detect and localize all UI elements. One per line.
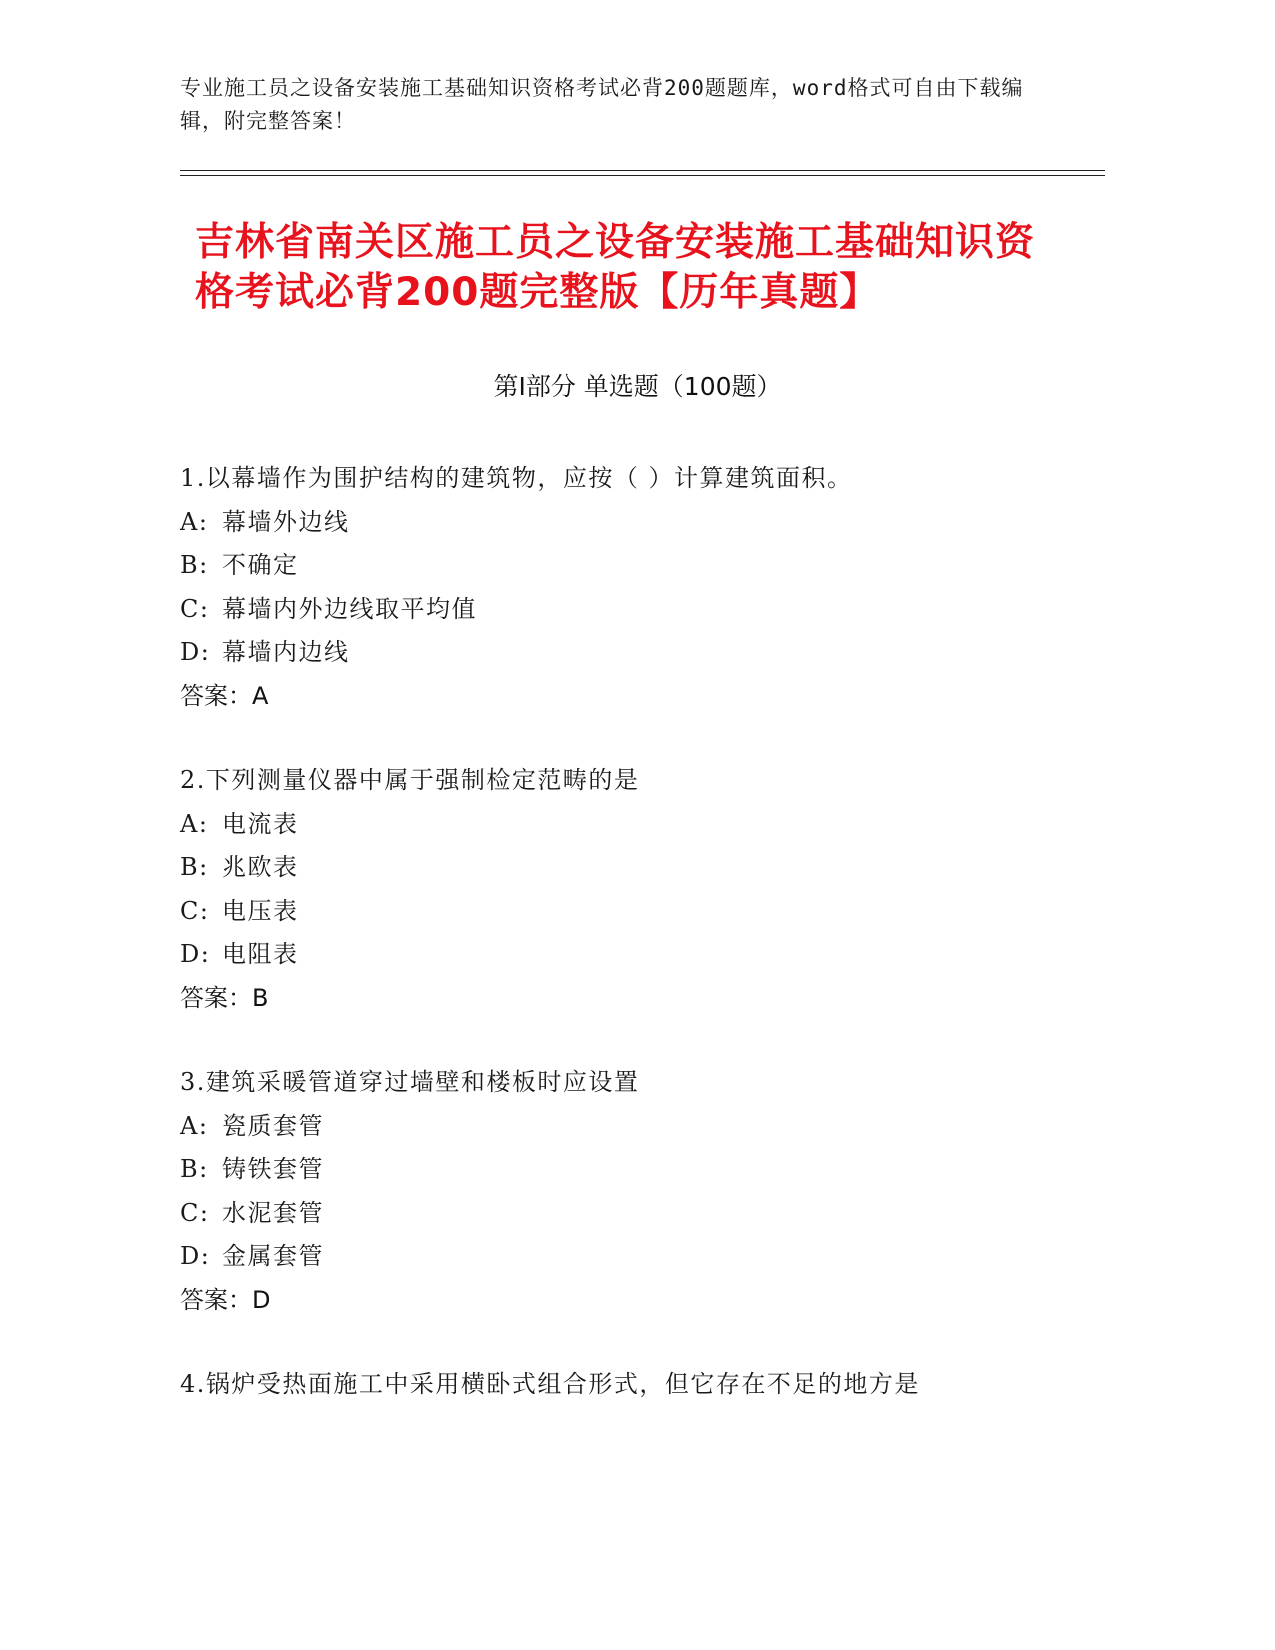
question-option bbox=[180, 544, 1080, 588]
question-number: 2. bbox=[180, 766, 206, 794]
option-text: 电流表 bbox=[222, 809, 299, 838]
option-key: D: bbox=[180, 638, 211, 666]
option-key: C: bbox=[180, 1198, 210, 1227]
header-note: 专业施工员之设备安装施工基础知识资格考试必背200题题库，word格式可自由下载编辑，附完整答案！ bbox=[180, 76, 1024, 133]
question-text: 以幕墙作为围护结构的建筑物，应按（ ）计算建筑面积。 bbox=[205, 464, 853, 492]
option-text: 幕墙内边线 bbox=[222, 638, 350, 666]
section-title: 第Ⅰ部分 单选题（100题） bbox=[493, 372, 782, 401]
question-item bbox=[180, 457, 1080, 718]
option-key: D: bbox=[180, 1242, 211, 1270]
option-key: C: bbox=[180, 896, 210, 925]
question-stem bbox=[180, 457, 1080, 501]
option-text: 电压表 bbox=[222, 896, 299, 925]
answer-value: D bbox=[252, 1285, 271, 1314]
question-stem bbox=[180, 759, 1080, 803]
option-text: 金属套管 bbox=[222, 1242, 324, 1270]
question-stem bbox=[180, 1363, 1080, 1407]
question-option bbox=[180, 933, 1080, 977]
option-text: 电阻表 bbox=[222, 940, 299, 968]
question-text: 下列测量仪器中属于强制检定范畴的是 bbox=[205, 766, 640, 794]
question-number: 4. bbox=[180, 1370, 206, 1398]
option-key: B: bbox=[180, 853, 209, 881]
question-number: 1. bbox=[180, 464, 206, 492]
question-option bbox=[180, 501, 1080, 545]
option-text: 水泥套管 bbox=[222, 1198, 324, 1227]
option-text: 铸铁套管 bbox=[222, 1155, 324, 1183]
answer-label: 答案： bbox=[180, 983, 252, 1012]
question-answer bbox=[180, 675, 1080, 719]
question-option bbox=[180, 803, 1080, 847]
option-text: 兆欧表 bbox=[222, 853, 299, 881]
question-option bbox=[180, 890, 1080, 934]
option-key: D: bbox=[180, 940, 211, 968]
question-text: 建筑采暖管道穿过墙壁和楼板时应设置 bbox=[205, 1068, 640, 1096]
question-item bbox=[180, 1061, 1080, 1322]
question-answer bbox=[180, 977, 1080, 1021]
question-option bbox=[180, 631, 1080, 675]
question-option bbox=[180, 588, 1080, 632]
answer-value: B bbox=[252, 983, 269, 1012]
answer-label: 答案： bbox=[180, 1285, 252, 1314]
question-item bbox=[180, 759, 1080, 1020]
question-stem bbox=[180, 1061, 1080, 1105]
option-key: B: bbox=[180, 551, 209, 579]
option-key: A: bbox=[180, 1111, 209, 1140]
header-divider bbox=[180, 170, 1105, 171]
option-text: 幕墙内外边线取平均值 bbox=[222, 594, 477, 623]
option-key: C: bbox=[180, 594, 210, 623]
question-number: 3. bbox=[180, 1068, 206, 1096]
option-text: 不确定 bbox=[222, 551, 299, 579]
question-list bbox=[180, 457, 1080, 1448]
question-option bbox=[180, 1105, 1080, 1149]
option-key: B: bbox=[180, 1155, 209, 1183]
answer-value: A bbox=[252, 681, 269, 710]
question-item bbox=[180, 1363, 1080, 1407]
header-divider-secondary bbox=[180, 175, 1105, 176]
question-option bbox=[180, 1148, 1080, 1192]
question-option bbox=[180, 1235, 1080, 1279]
option-key: A: bbox=[180, 809, 209, 838]
question-text: 锅炉受热面施工中采用横卧式组合形式，但它存在不足的地方是 bbox=[205, 1370, 920, 1398]
answer-label: 答案： bbox=[180, 681, 252, 710]
option-key: A: bbox=[180, 507, 209, 536]
option-text: 瓷质套管 bbox=[222, 1111, 324, 1140]
option-text: 幕墙外边线 bbox=[222, 507, 350, 536]
question-option bbox=[180, 846, 1080, 890]
document-title: 吉林省南关区施工员之设备安装施工基础知识资格考试必背200题完整版【历年真题】 bbox=[195, 220, 1036, 315]
question-option bbox=[180, 1192, 1080, 1236]
question-answer bbox=[180, 1279, 1080, 1323]
